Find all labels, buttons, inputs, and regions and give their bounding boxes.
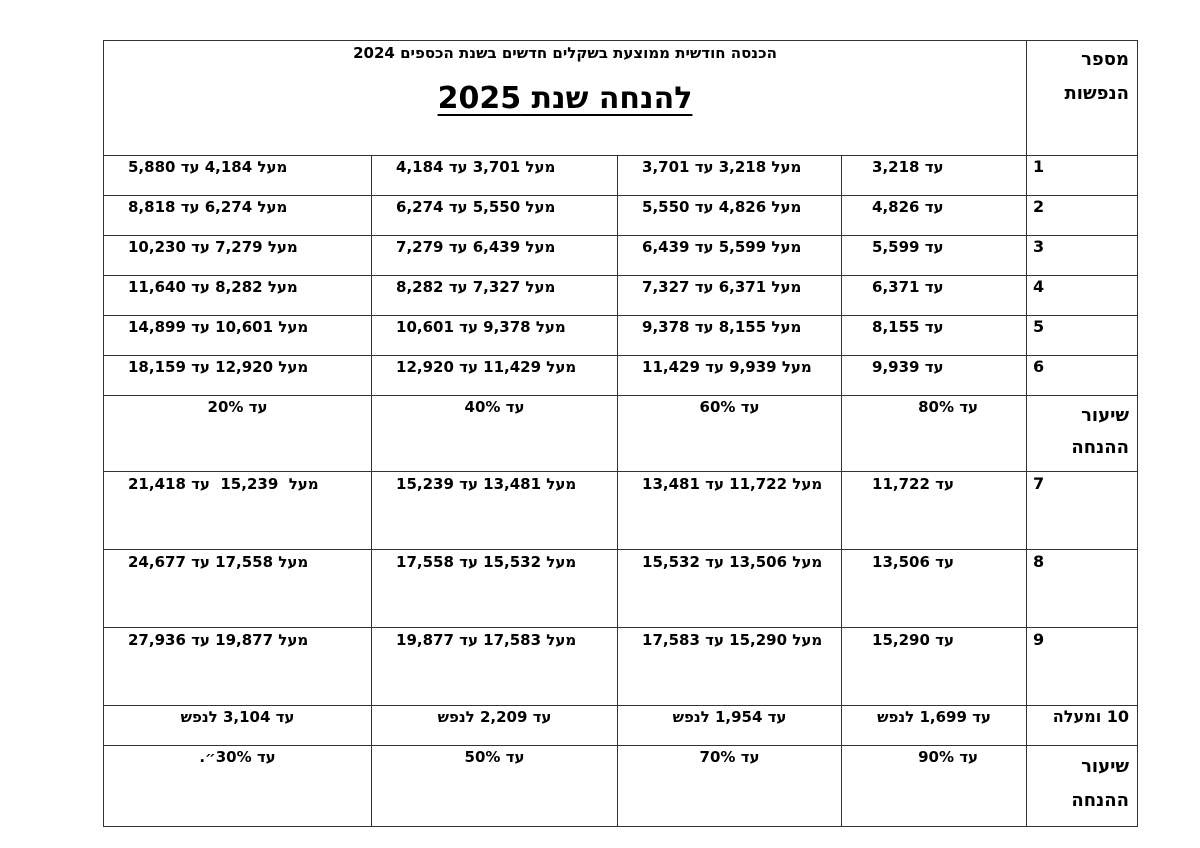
income-tier-cell: מעל 7,279 עד 10,230 — [104, 236, 372, 276]
table-row — [104, 276, 1138, 316]
income-tier-cell: מעל 8,282 עד 11,640 — [104, 276, 372, 316]
income-tier-cell: מעל 11,722 עד 13,481 — [618, 472, 842, 550]
income-tier-cell: מעל 15,532 עד 17,558 — [372, 550, 618, 628]
souls-label-line2: הנפשות — [1064, 83, 1130, 104]
income-tier-cell: עד 4,826 — [842, 196, 1027, 236]
discount-rate-row — [104, 396, 1138, 472]
discount-label-line1: שיעור — [1081, 756, 1130, 777]
discount-rate-cell: עד 50% — [372, 746, 618, 827]
income-tier-cell: עד 2,209 לנפש — [372, 706, 618, 746]
table-row — [104, 550, 1138, 628]
income-tier-cell: עד 13,506 — [842, 550, 1027, 628]
table-row — [104, 356, 1138, 396]
income-tier-cell: מעל 3,701 עד 4,184 — [372, 156, 618, 196]
table-row — [104, 628, 1138, 706]
income-discount-table — [103, 40, 1138, 827]
discount-rate-cell: עד 20% — [104, 396, 372, 472]
income-tier-cell: מעל 6,274 עד 8,818 — [104, 196, 372, 236]
income-tier-cell: מעל 13,481 עד 15,239 — [372, 472, 618, 550]
souls-count-cell: 4 — [1027, 276, 1138, 316]
souls-count-header — [1027, 41, 1138, 156]
souls-count-cell: 7 — [1027, 472, 1138, 550]
souls-count-cell: 9 — [1027, 628, 1138, 706]
income-tier-cell: מעל 9,378 עד 10,601 — [372, 316, 618, 356]
discount-label-line1: שיעור — [1081, 405, 1130, 426]
discount-label-line2: ההנחה — [1071, 437, 1130, 458]
discount-rate-cell: עד 60% — [618, 396, 842, 472]
discount-rate-cell: עד 40% — [372, 396, 618, 472]
income-tier-cell: מעל 4,826 עד 5,550 — [618, 196, 842, 236]
table-subtitle: הכנסה חודשית ממוצעת בשקלים חדשים בשנת הכספים 2024 — [353, 44, 777, 62]
souls-count-cell: 2 — [1027, 196, 1138, 236]
discount-rate-cell: עד 80% — [842, 396, 1027, 472]
income-tier-cell: מעל 17,583 עד 19,877 — [372, 628, 618, 706]
income-tier-cell: עד 3,104 לנפש — [104, 706, 372, 746]
discount-rate-label — [1027, 746, 1138, 827]
souls-count-cell: 10 ומעלה — [1027, 706, 1138, 746]
income-tier-cell: מעל 7,327 עד 8,282 — [372, 276, 618, 316]
income-tier-cell: מעל 3,218 עד 3,701 — [618, 156, 842, 196]
table-title: להנחה שנת 2025 — [437, 81, 693, 116]
income-tier-cell: עד 3,218 — [842, 156, 1027, 196]
income-tier-cell: עד 8,155 — [842, 316, 1027, 356]
souls-count-cell: 8 — [1027, 550, 1138, 628]
income-tier-cell: עד 5,599 — [842, 236, 1027, 276]
income-tier-cell: מעל 4,184 עד 5,880 — [104, 156, 372, 196]
table-row — [104, 706, 1138, 746]
table-row — [104, 472, 1138, 550]
souls-label-line1: מספר — [1081, 49, 1130, 70]
table-row — [104, 156, 1138, 196]
income-tier-cell: מעל 5,550 עד 6,274 — [372, 196, 618, 236]
income-tier-cell: מעל 5,599 עד 6,439 — [618, 236, 842, 276]
income-tier-cell: עד 15,290 — [842, 628, 1027, 706]
table-header-row — [104, 41, 1138, 156]
income-tier-cell: מעל 12,920 עד 18,159 — [104, 356, 372, 396]
income-tier-cell: מעל 19,877 עד 27,936 — [104, 628, 372, 706]
income-header-cell — [104, 41, 1027, 156]
income-tier-cell: עד 9,939 — [842, 356, 1027, 396]
income-tier-cell: מעל 15,239 עד 21,418 — [104, 472, 372, 550]
table-row — [104, 196, 1138, 236]
discount-rate-cell: עד 90% — [842, 746, 1027, 827]
income-tier-cell: מעל 8,155 עד 9,378 — [618, 316, 842, 356]
income-tier-cell: מעל 6,439 עד 7,279 — [372, 236, 618, 276]
souls-count-cell: 6 — [1027, 356, 1138, 396]
table-row — [104, 316, 1138, 356]
income-tier-cell: מעל 13,506 עד 15,532 — [618, 550, 842, 628]
souls-count-cell: 1 — [1027, 156, 1138, 196]
discount-rate-cell: עד 30%״. — [104, 746, 372, 827]
income-tier-cell: עד 11,722 — [842, 472, 1027, 550]
income-tier-cell: מעל 17,558 עד 24,677 — [104, 550, 372, 628]
income-tier-cell: מעל 9,939 עד 11,429 — [618, 356, 842, 396]
income-tier-cell: עד 1,954 לנפש — [618, 706, 842, 746]
income-tier-cell: עד 6,371 — [842, 276, 1027, 316]
income-tier-cell: עד 1,699 לנפש — [842, 706, 1027, 746]
income-tier-cell: מעל 10,601 עד 14,899 — [104, 316, 372, 356]
discount-label-line2: ההנחה — [1071, 790, 1130, 811]
discount-rate-cell: עד 70% — [618, 746, 842, 827]
income-tier-cell: מעל 11,429 עד 12,920 — [372, 356, 618, 396]
income-tier-cell: מעל 6,371 עד 7,327 — [618, 276, 842, 316]
souls-count-cell: 3 — [1027, 236, 1138, 276]
discount-rate-label — [1027, 396, 1138, 472]
income-tier-cell: מעל 15,290 עד 17,583 — [618, 628, 842, 706]
discount-rate-row — [104, 746, 1138, 827]
table-row — [104, 236, 1138, 276]
souls-count-cell: 5 — [1027, 316, 1138, 356]
